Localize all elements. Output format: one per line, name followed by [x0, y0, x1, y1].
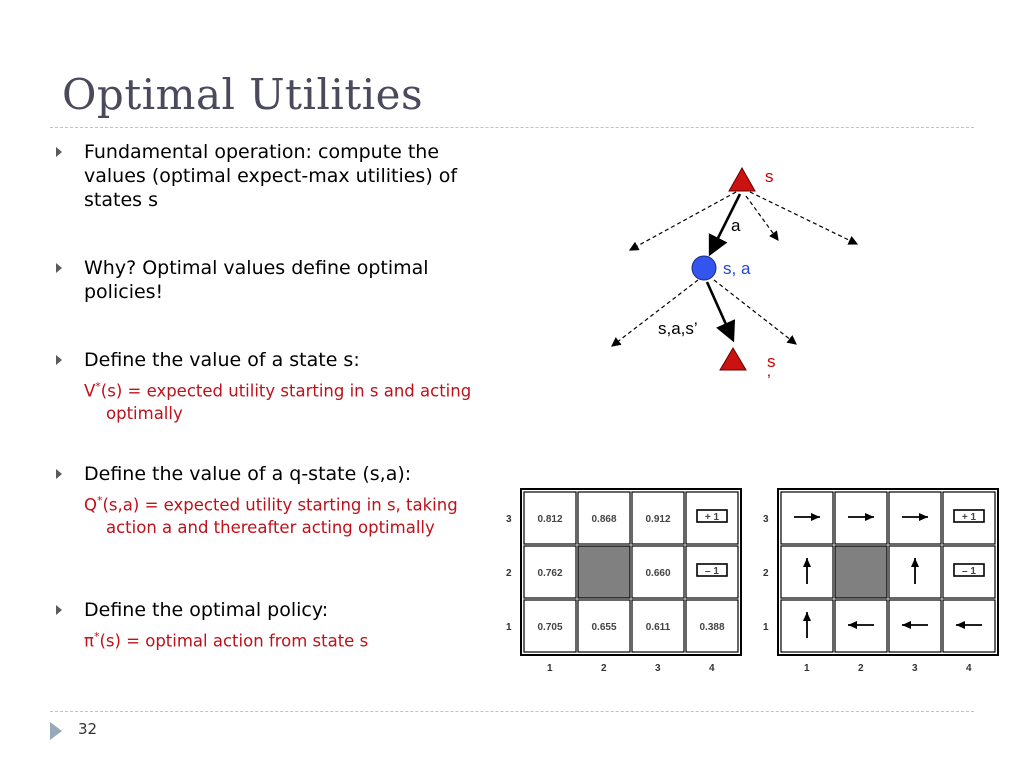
- col-label: 1: [804, 663, 810, 674]
- terminal-reward: – 1: [705, 566, 719, 577]
- row-label: 2: [506, 568, 512, 579]
- grid-cell: [889, 492, 941, 544]
- bullet-text: Define the value of a state s:: [84, 349, 360, 371]
- state-value: 0.868: [591, 514, 617, 525]
- policy-definition: π*(s) = optimal action from state s: [84, 630, 369, 651]
- bullet-text: Fundamental operation: compute the values (optimal expect-max utilities) of states s: [84, 141, 458, 211]
- wall-cell: [835, 546, 887, 598]
- bullet-arrow-icon: [56, 605, 62, 615]
- bullet-arrow-icon: [56, 355, 62, 365]
- chosen-outcome-edge: [707, 282, 733, 340]
- terminal-reward: – 1: [962, 566, 976, 577]
- grid-cell: [943, 600, 995, 652]
- bullet-text: Why? Optimal values define optimal policies!: [84, 257, 429, 303]
- bullet-item: [54, 462, 504, 539]
- col-label: 3: [912, 663, 918, 674]
- grid-cell: [835, 492, 887, 544]
- row-label: 1: [763, 622, 769, 633]
- transition-label: s,a,s’: [658, 319, 698, 338]
- max-node-s: [729, 168, 755, 191]
- state-value: 0.705: [537, 622, 563, 633]
- expectimax-tree-diagram: [600, 160, 870, 400]
- bullet-item: [54, 348, 504, 425]
- terminal-reward: + 1: [704, 512, 720, 523]
- row-label: 2: [763, 568, 769, 579]
- state-value: 0.912: [645, 514, 671, 525]
- col-label: 4: [709, 663, 715, 674]
- slide-title: Optimal Utilities: [62, 70, 424, 119]
- dashed-action-edge: [746, 196, 778, 240]
- action-label: a: [731, 216, 741, 235]
- bullet-arrow-icon: [56, 147, 62, 157]
- dashed-outcome-edge: [714, 280, 796, 344]
- terminal-reward: + 1: [961, 512, 977, 523]
- state-value: 0.655: [591, 622, 617, 633]
- max-node-s-prime: [720, 348, 746, 370]
- state-value: 0.660: [645, 568, 671, 579]
- footer-arrow-icon: [50, 722, 62, 740]
- col-label: 2: [858, 663, 864, 674]
- col-label: 2: [601, 663, 607, 674]
- qstate-label: s, a: [723, 259, 751, 278]
- grid-cell: [889, 600, 941, 652]
- next-state-prime: ’: [767, 371, 771, 390]
- bullet-item: [54, 140, 504, 212]
- bullet-item: [54, 256, 504, 304]
- bullet-arrow-icon: [56, 469, 62, 479]
- row-label: 3: [763, 514, 769, 525]
- value-definition: V*(s) = expected utility starting in s and acting optimally: [84, 380, 472, 423]
- root-label: s: [765, 167, 774, 186]
- col-label: 1: [547, 663, 553, 674]
- col-label: 3: [655, 663, 661, 674]
- footer-divider: [50, 711, 974, 712]
- dashed-action-edge: [630, 192, 736, 250]
- bullet-text: Define the value of a q-state (s,a):: [84, 463, 412, 485]
- bullet-arrow-icon: [56, 263, 62, 273]
- row-label: 1: [506, 622, 512, 633]
- state-value: 0.611: [645, 622, 671, 633]
- state-value: 0.812: [537, 514, 563, 525]
- next-state-label: s: [767, 352, 776, 371]
- wall-cell: [578, 546, 630, 598]
- policy-grid: [752, 482, 1012, 682]
- grid-cell: [781, 492, 833, 544]
- page-number: 32: [78, 720, 98, 738]
- row-label: 3: [506, 514, 512, 525]
- col-label: 4: [966, 663, 972, 674]
- title-divider: [50, 127, 974, 128]
- q-value-definition: Q*(s,a) = expected utility starting in s, taking action a and thereafter acting optimally: [84, 494, 458, 537]
- chance-node-sa: [692, 256, 716, 280]
- bullet-item: [54, 598, 504, 653]
- grid-cell: [835, 600, 887, 652]
- state-value: 0.762: [537, 568, 563, 579]
- dashed-action-edge: [750, 192, 857, 244]
- state-value: 0.388: [699, 622, 725, 633]
- values-grid: [495, 482, 755, 682]
- bullet-text: Define the optimal policy:: [84, 599, 329, 621]
